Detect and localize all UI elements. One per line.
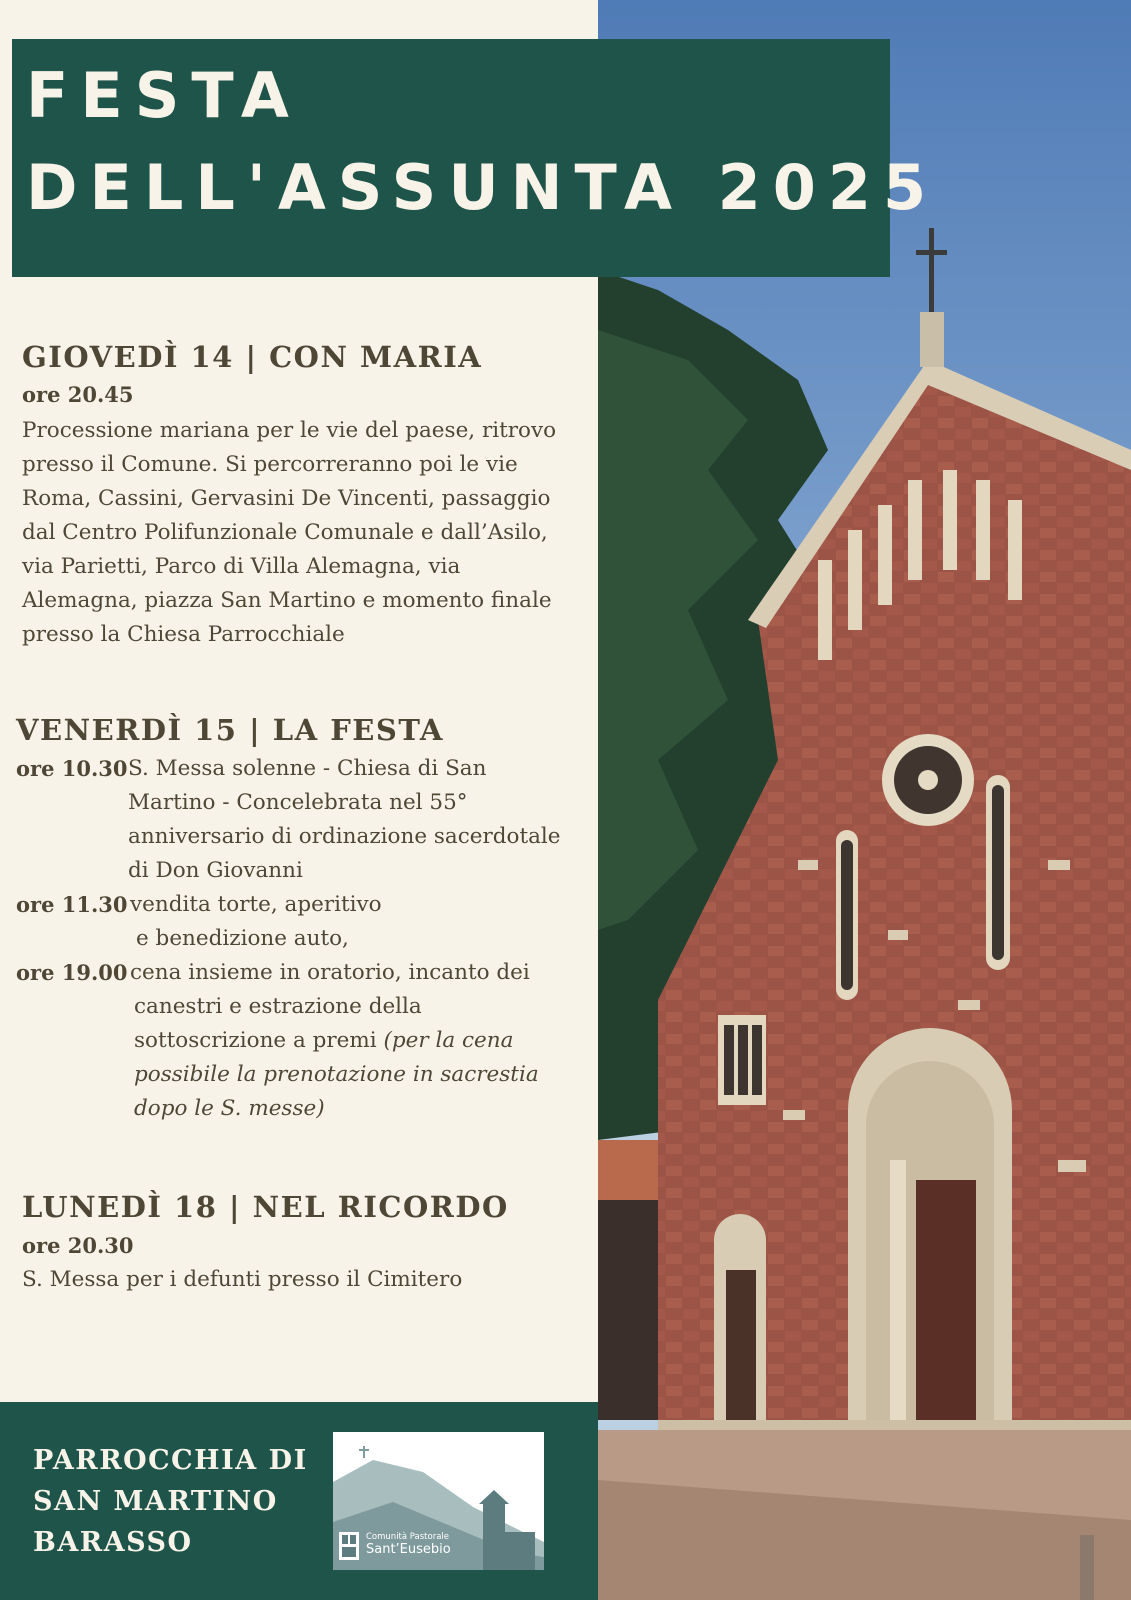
text-line: Processione mariana per le vie del paese, ritrovo: [22, 418, 557, 443]
time-friday-1130: ore 11.30: [16, 892, 128, 917]
description-friday-1030: [128, 752, 561, 888]
description-thursday: [22, 414, 556, 652]
text-line: via Parietti, Parco di Villa Alemagna, via: [22, 554, 461, 579]
logo-text-line-2: Sant’Eusebio: [366, 1542, 451, 1557]
page-title-line-2: DELL'ASSUNTA 2025: [26, 151, 939, 224]
text-line: [130, 1024, 539, 1058]
title-banner: [12, 39, 939, 277]
section-heading-thursday: GIOVEDÌ 14 | CON MARIA: [22, 340, 483, 374]
section-heading-monday: LUNEDÌ 18 | NEL RICORDO: [22, 1190, 509, 1224]
text-line: S. Messa per i defunti presso il Cimitero: [22, 1267, 463, 1292]
text-line: S. Messa solenne - Chiesa di San: [128, 756, 487, 781]
text-line: presso il Comune. Si percorreranno poi le vie: [22, 452, 518, 477]
description-friday-1130: [130, 888, 382, 956]
parish-line: SAN MARTINO: [33, 1486, 278, 1517]
text-line: dal Centro Polifunzionale Comunale e dall’Asilo,: [22, 520, 548, 545]
parish-name: [33, 1440, 308, 1563]
text-line: Alemagna, piazza San Martino e momento finale: [22, 588, 552, 613]
time-friday-1030: ore 10.30: [16, 756, 128, 781]
text-fragment-italic: (per la cena: [383, 1028, 514, 1053]
footer: [0, 1402, 598, 1600]
time-thursday: ore 20.45: [22, 382, 134, 407]
community-logo: [333, 1432, 544, 1570]
time-monday: ore 20.30: [22, 1233, 134, 1258]
text-line: Roma, Cassini, Gervasini De Vincenti, passaggio: [22, 486, 551, 511]
text-line: cena insieme in oratorio, incanto dei: [130, 960, 530, 985]
text-line: di Don Giovanni: [128, 858, 303, 883]
logo-text-line-1: Comunità Pastorale: [366, 1532, 450, 1542]
text-line: canestri e estrazione della: [134, 994, 422, 1019]
parish-line: BARASSO: [33, 1527, 193, 1558]
time-friday-1900: ore 19.00: [16, 960, 128, 985]
description-monday: [22, 1263, 462, 1297]
description-friday-1900: [130, 956, 539, 1126]
section-heading-friday: VENERDÌ 15 | LA FESTA: [16, 713, 444, 747]
text-line: e benedizione auto,: [136, 926, 349, 951]
parish-line: PARROCCHIA DI: [33, 1445, 308, 1476]
text-line: anniversario di ordinazione sacerdotale: [128, 824, 561, 849]
text-line-italic: dopo le S. messe): [134, 1096, 325, 1121]
text-line-italic: possibile la prenotazione in sacrestia: [134, 1062, 539, 1087]
text-line: Martino - Concelebrata nel 55°: [128, 790, 468, 815]
text-line: vendita torte, aperitivo: [130, 892, 382, 917]
page-title-line-1: FESTA: [26, 59, 301, 132]
text-fragment: sottoscrizione a premi: [134, 1028, 384, 1053]
text-line: presso la Chiesa Parrocchiale: [22, 622, 345, 647]
